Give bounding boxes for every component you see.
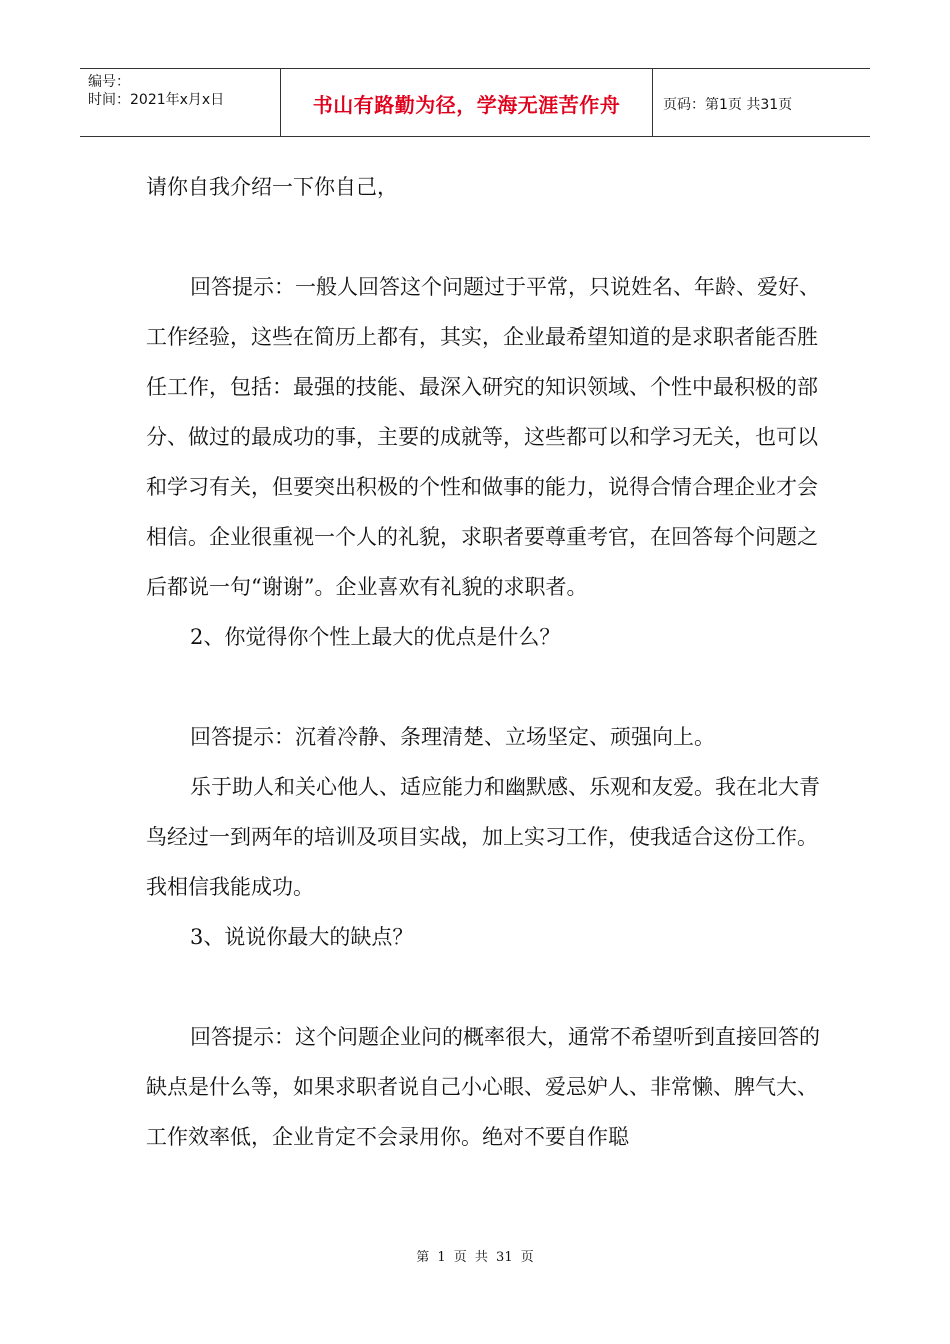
paragraph-answer-3: 回答提示：这个问题企业问的概率很大，通常不希望听到直接回答的缺点是什么等，如果求职者说自己小心眼、爱忌妒人、非常懒、脾气大、工作效率低，企业肯定不会录用你。绝对不要自作聪 [146, 1025, 820, 1149]
question-3: 3、说说你最大的缺点？ [190, 925, 414, 949]
document-body [146, 162, 836, 1162]
header-page-info: 页码：第1页 共31页 [663, 96, 793, 113]
page-footer: 第 1 页 共 31 页 [416, 1250, 534, 1265]
paragraph-answer-2: 回答提示：沉着冷静、条理清楚、立场坚定、顽强向上。 [190, 725, 715, 749]
question-2: 2、你觉得你个性上最大的优点是什么？ [190, 625, 561, 649]
header-motto: 书山有路勤为径，学海无涯苦作舟 [281, 69, 653, 136]
paragraph-answer-2-cont: 乐于助人和关心他人、适应能力和幽默感、乐观和友爱。我在北大青鸟经过一到两年的培训及项目实战，加上实习工作，使我适合这份工作。我相信我能成功。 [146, 775, 820, 899]
number-label: 编号： [88, 74, 130, 90]
paragraph-answer-1: 回答提示：一般人回答这个问题过于平常，只说姓名、年龄、爱好、工作经验，这些在简历上都有，其实，企业最希望知道的是求职者能否胜任工作，包括：最强的技能、最深入研究的知识领域、个性中最积极的部分、做过的最成功的事，主要的成就等，这些都可以和学习无关，也可以和学习有关，但要突出积极的个性和做事的能力，说得合情合理企业才会相信。企业很重视一个人的礼貌，求职者要尊重考官，在回答每个问题之后都说一句“谢谢”。企业喜欢有礼貌的求职者。 [146, 275, 820, 599]
header-meta [80, 69, 281, 136]
paragraph-intro-question: 请你自我介绍一下你自己， [146, 175, 398, 199]
document-header [80, 68, 870, 137]
time-label: 时间：2021年x月x日 [88, 92, 225, 108]
